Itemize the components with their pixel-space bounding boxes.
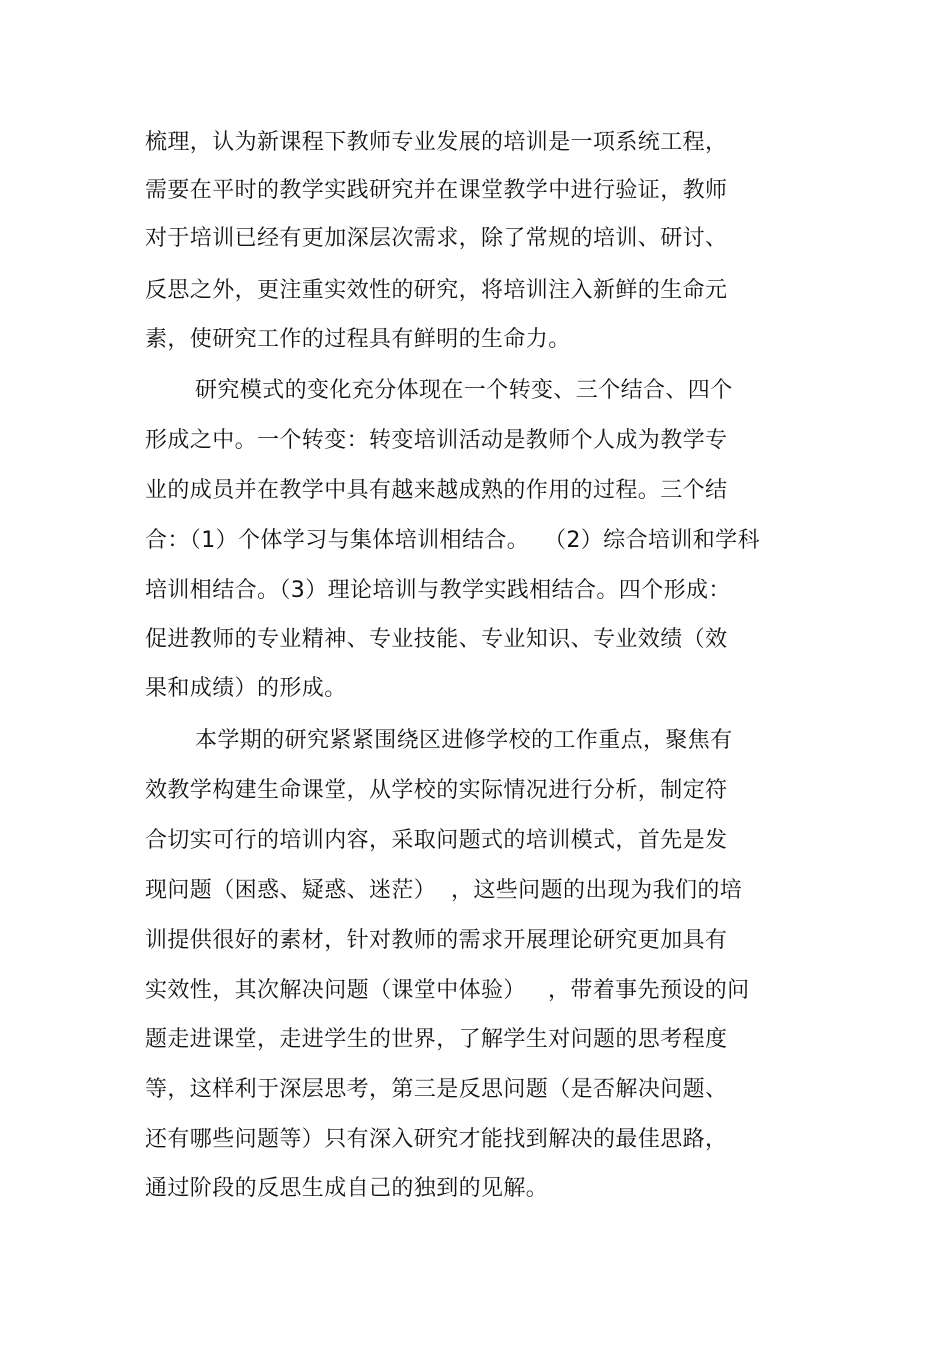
paragraph-2-line-2: 形成之中。一个转变：转变培训活动是教师个人成为教学专 [145, 428, 728, 453]
paragraph-2-line-5: 培训相结合。（3）理论培训与教学实践相结合。四个形成： [145, 578, 731, 603]
paragraph-1-line-2: 需要在平时的教学实践研究并在课堂教学中进行验证，教师 [145, 178, 728, 203]
paragraph-3-line-10: 通过阶段的反思生成自己的独到的见解。 [145, 1176, 549, 1201]
paragraph-1-line-5: 素，使研究工作的过程具有鲜明的生命力。 [145, 327, 571, 352]
paragraph-3-line-9: 还有哪些问题等）只有深入研究才能找到解决的最佳思路， [145, 1127, 728, 1152]
paragraph-3-line-3: 合切实可行的培训内容，采取问题式的培训模式，首先是发 [145, 828, 728, 853]
paragraph-1-line-4: 反思之外，更注重实效性的研究，将培训注入新鲜的生命元 [145, 278, 728, 303]
paragraph-3-line-5: 训提供很好的素材，针对教师的需求开展理论研究更加具有 [145, 928, 728, 953]
paragraph-3-line-7: 题走进课堂，走进学生的世界，了解学生对问题的思考程度 [145, 1027, 728, 1052]
paragraph-1-line-1: 梳理，认为新课程下教师专业发展的培训是一项系统工程， [145, 130, 728, 155]
paragraph-2-line-7: 果和成绩）的形成。 [145, 676, 347, 701]
paragraph-1-line-3: 对于培训已经有更加深层次需求，除了常规的培训、研讨、 [145, 226, 728, 251]
paragraph-3-line-4: 现问题（困惑、疑惑、迷茫） ，这些问题的出现为我们的培 [145, 878, 743, 903]
paragraph-3-line-6: 实效性，其次解决问题（课堂中体验） ，带着事先预设的问 [145, 978, 750, 1003]
paragraph-2-line-3: 业的成员并在教学中具有越来越成熟的作用的过程。三个结 [145, 478, 728, 503]
paragraph-2-line-1: 研究模式的变化充分体现在一个转变、三个结合、四个 [195, 378, 733, 403]
paragraph-3-line-8: 等，这样利于深层思考，第三是反思问题（是否解决问题、 [145, 1077, 728, 1102]
paragraph-3-line-1: 本学期的研究紧紧围绕区进修学校的工作重点，聚焦有 [195, 728, 733, 753]
paragraph-2-line-4: 合：（1）个体学习与集体培训相结合。 （2）综合培训和学科 [145, 528, 760, 553]
paragraph-2-line-6: 促进教师的专业精神、专业技能、专业知识、专业效绩（效 [145, 627, 728, 652]
paragraph-3-line-2: 效教学构建生命课堂，从学校的实际情况进行分析，制定符 [145, 778, 728, 803]
